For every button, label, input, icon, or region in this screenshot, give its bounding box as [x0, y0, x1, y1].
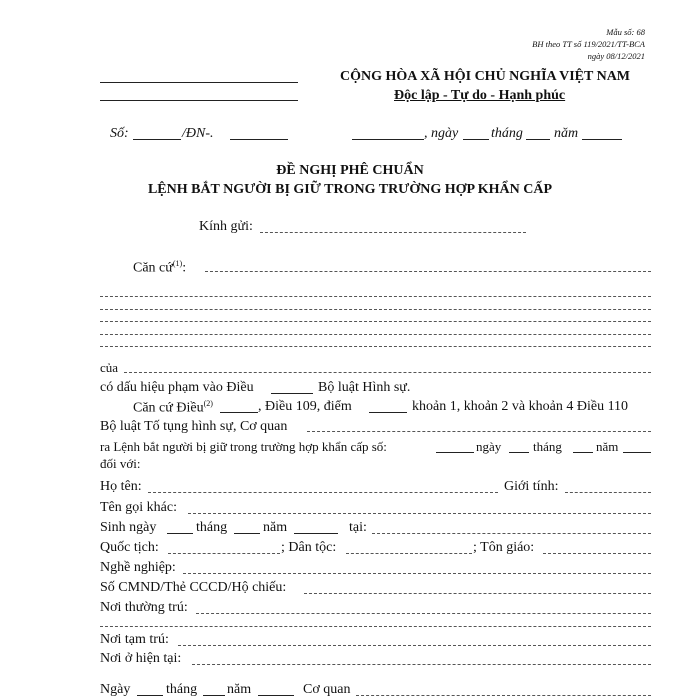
ra-lenh-thang-label: tháng [533, 439, 562, 454]
date-ngay-label: , ngày [424, 126, 459, 141]
ho-ten-label: Họ tên: [100, 479, 142, 494]
khoan-label: khoản 1, khoản 2 và khoản 4 Điều 110 [412, 399, 629, 414]
tam-tru-label: Nơi tạm trú: [100, 632, 169, 647]
cmnd-label: Số CMND/Thẻ CCCD/Hộ chiếu: [100, 580, 287, 595]
so-label: Số: [110, 126, 129, 141]
ten-goi-khac-field[interactable] [188, 513, 651, 514]
birth-month-field[interactable] [234, 533, 260, 534]
co-quan-field[interactable] [307, 431, 651, 432]
ton-giao-field[interactable] [543, 553, 651, 554]
birth-year-field[interactable] [294, 533, 338, 534]
doi-voi-label: đối với: [100, 456, 141, 471]
quoc-tich-field[interactable] [168, 553, 280, 554]
bottom-month-field[interactable] [203, 695, 225, 696]
lenh-so-field[interactable] [436, 452, 474, 453]
dau-hieu-label: có dấu hiệu phạm vào Điều [100, 380, 254, 395]
o-hien-tai-field[interactable] [192, 664, 651, 665]
so-number-field[interactable] [133, 139, 181, 140]
nation-title: CỘNG HÒA XÃ HỘI CHỦ NGHĨA VIỆT NAM [340, 69, 631, 84]
motto: Độc lập - Tự do - Hạnh phúc [394, 88, 566, 103]
date-thang-label: tháng [491, 126, 523, 141]
place-field[interactable] [352, 139, 424, 140]
can-cu-label: Căn cứ$^{(1)}$: [133, 259, 187, 276]
dieu-field[interactable] [271, 393, 313, 394]
can-cu-field[interactable] [205, 271, 651, 272]
date-nam-label: năm [554, 126, 579, 141]
can-cu-line-6[interactable] [100, 346, 651, 347]
ton-giao-label: ; Tôn giáo: [473, 540, 535, 555]
cua-label: của [100, 360, 119, 375]
dan-toc-field[interactable] [346, 553, 472, 554]
dn-label: /ĐN-. [182, 126, 214, 141]
kinh-gui-field[interactable] [260, 232, 526, 233]
bottom-day-field[interactable] [137, 695, 163, 696]
dan-toc-label: ; Dân tộc: [281, 540, 337, 555]
doc-title-line-2: LỆNH BẮT NGƯỜI BỊ GIỮ TRONG TRƯỜNG HỢP KHẨN CẤP [147, 182, 553, 197]
thuong-tru-line-2[interactable] [100, 626, 651, 627]
can-cu-dieu-field[interactable] [220, 412, 258, 413]
cua-field[interactable] [124, 372, 651, 373]
ra-lenh-year-field[interactable] [623, 452, 651, 453]
ra-lenh-label: ra Lệnh bắt người bị giữ trong trường hợp khẩn cấp số: [100, 439, 387, 454]
birth-place-field[interactable] [372, 533, 651, 534]
bottom-thang-label: tháng [166, 682, 198, 697]
nghe-nghiep-label: Nghề nghiệp: [100, 560, 176, 575]
ten-goi-khac-label: Tên gọi khác: [100, 500, 177, 515]
o-hien-tai-label: Nơi ở hiện tại: [100, 651, 182, 666]
doc-title-line-1: ĐỀ NGHỊ PHÊ CHUẨN [276, 163, 424, 178]
bottom-co-quan-field[interactable] [356, 695, 651, 696]
thuong-tru-field[interactable] [196, 613, 651, 614]
form-legal-basis: BH theo TT số 119/2021/TT-BCA [532, 39, 645, 49]
bottom-nam-label: năm [227, 682, 252, 697]
gioi-tinh-field[interactable] [565, 492, 651, 493]
cmnd-field[interactable] [304, 593, 651, 594]
ho-ten-field[interactable] [148, 492, 498, 493]
sinh-thang-label: tháng [196, 520, 228, 535]
birth-day-field[interactable] [167, 533, 193, 534]
ra-lenh-ngay-label: ngày [476, 439, 502, 454]
can-cu-line-2[interactable] [100, 296, 651, 297]
bo-luat-tths-label: Bộ luật Tố tụng hình sự, Cơ quan [100, 419, 288, 434]
can-cu-line-5[interactable] [100, 334, 651, 335]
date-month-field[interactable] [526, 139, 550, 140]
kinh-gui-label: Kính gửi: [199, 219, 253, 234]
sinh-ngay-label: Sinh ngày [100, 520, 157, 535]
ra-lenh-nam-label: năm [596, 439, 619, 454]
date-day-field[interactable] [463, 139, 489, 140]
bottom-co-quan-label: Cơ quan [303, 682, 351, 697]
ra-lenh-day-field[interactable] [509, 452, 529, 453]
gioi-tinh-label: Giới tính: [504, 479, 559, 494]
nghe-nghiep-field[interactable] [183, 573, 651, 574]
bottom-year-field[interactable] [258, 695, 294, 696]
dieu-109-label: , Điều 109, điểm [258, 399, 352, 414]
can-cu-line-3[interactable] [100, 309, 651, 310]
thuong-tru-label: Nơi thường trú: [100, 600, 188, 615]
form-number: Mẫu số: 68 [606, 27, 645, 37]
ra-lenh-month-field[interactable] [573, 452, 593, 453]
bottom-ngay-label: Ngày [100, 682, 131, 697]
can-cu-line-4[interactable] [100, 321, 651, 322]
agency-line-2[interactable] [100, 100, 298, 101]
bo-luat-hinh-su: Bộ luật Hình sự. [318, 380, 411, 395]
can-cu-dieu-label: Căn cứ Điều$^{(2)}$ [133, 399, 213, 416]
tam-tru-field[interactable] [178, 645, 651, 646]
sinh-tai-label: tại: [349, 520, 367, 535]
form-date: ngày 08/12/2021 [587, 51, 645, 61]
date-year-field[interactable] [582, 139, 622, 140]
sinh-nam-label: năm [263, 520, 288, 535]
dn-suffix-field[interactable] [230, 139, 288, 140]
diem-field[interactable] [369, 412, 407, 413]
quoc-tich-label: Quốc tịch: [100, 540, 159, 555]
agency-line-1[interactable] [100, 82, 298, 83]
